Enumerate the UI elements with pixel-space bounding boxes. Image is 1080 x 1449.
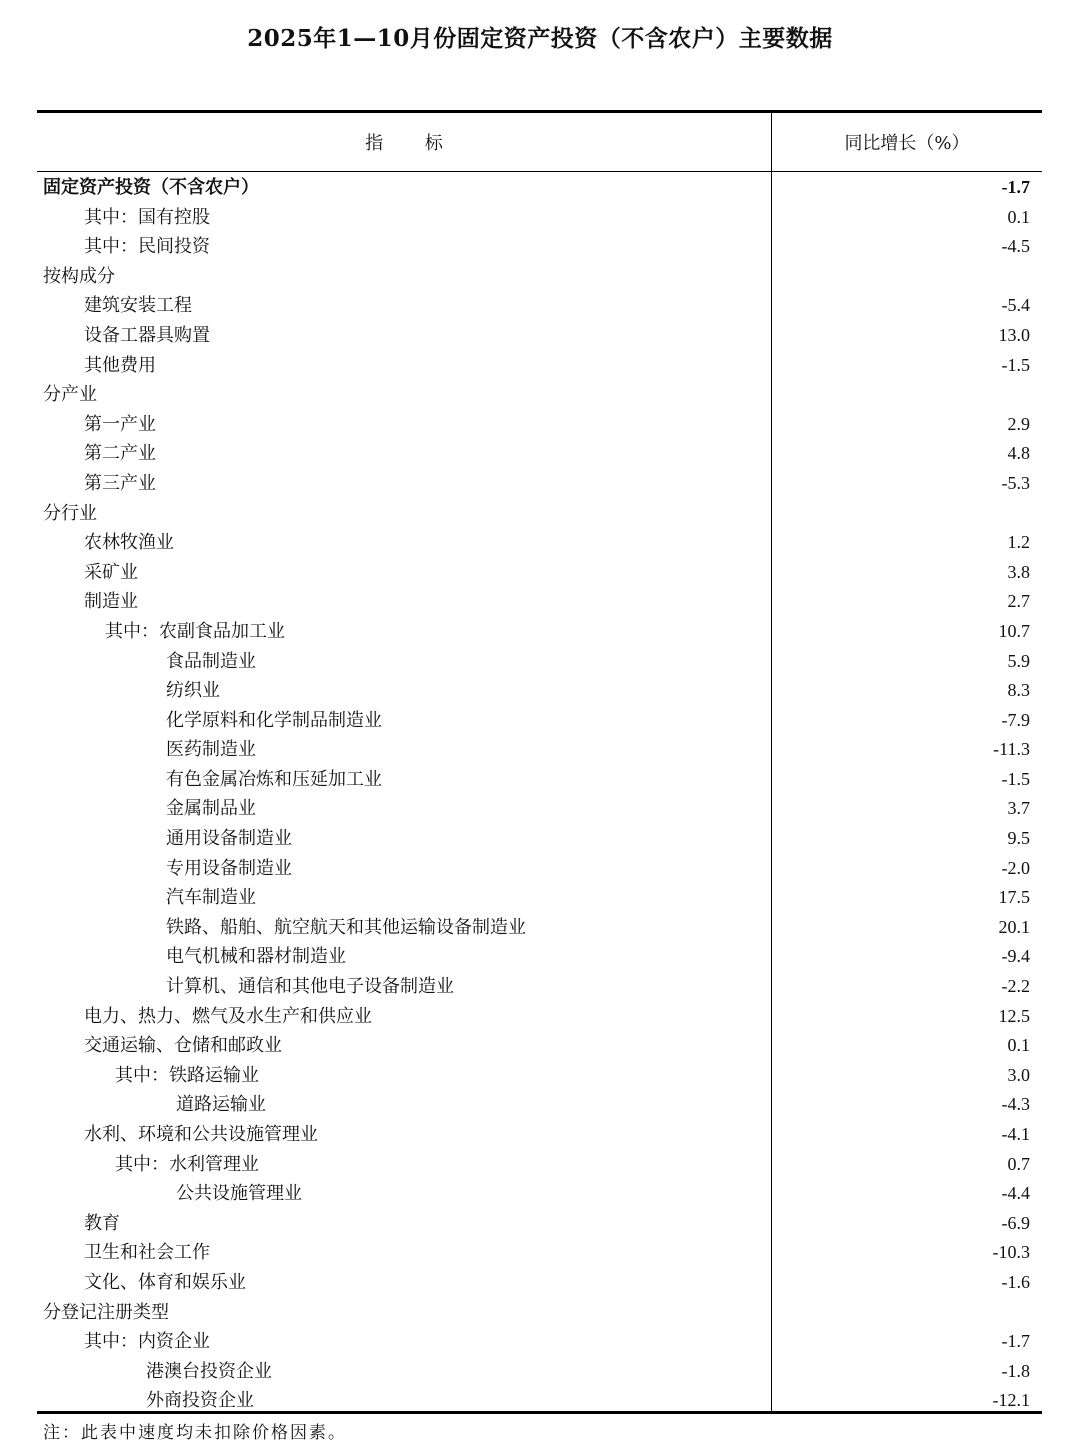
- row-value: -4.3: [1001, 1094, 1030, 1115]
- table-row: [37, 794, 1042, 824]
- row-label: 其中：农副食品加工业: [105, 620, 285, 642]
- table-row: [37, 1327, 1042, 1357]
- row-label: 分行业: [43, 502, 97, 524]
- row-label: 外商投资企业: [146, 1390, 254, 1412]
- table-row: [37, 942, 1042, 972]
- table-row: [37, 499, 1042, 529]
- table-row: [37, 617, 1042, 647]
- row-value: -2.2: [1001, 976, 1030, 997]
- table-row: [37, 1061, 1042, 1091]
- row-label: 道路运输业: [176, 1094, 266, 1116]
- row-label: 医药制造业: [166, 739, 256, 761]
- row-value: -4.1: [1001, 1124, 1030, 1144]
- row-value: -1.6: [1001, 1271, 1030, 1292]
- row-value: -1.7: [1001, 177, 1030, 197]
- row-label: 制造业: [84, 591, 138, 613]
- table-row: [37, 1002, 1042, 1032]
- row-label: 港澳台投资企业: [146, 1360, 272, 1382]
- row-value: -1.8: [1001, 1360, 1030, 1381]
- row-label: 纺织业: [166, 680, 220, 702]
- row-label: 通用设备制造业: [166, 828, 292, 850]
- row-value: -6.9: [1001, 1212, 1030, 1233]
- table-row: [37, 854, 1042, 884]
- row-value: 3.0: [1007, 1064, 1030, 1085]
- row-value: -1.5: [1001, 768, 1030, 789]
- table-row: [37, 706, 1042, 736]
- row-label: 卫生和社会工作: [84, 1242, 210, 1264]
- row-label: 公共设施管理业: [176, 1183, 302, 1205]
- table-row: [37, 676, 1042, 706]
- row-value: 3.7: [1007, 798, 1030, 819]
- row-value: 20.1: [998, 916, 1030, 937]
- row-label: 铁路、船舶、航空航天和其他运输设备制造业: [166, 916, 526, 938]
- row-value: 1.2: [1007, 532, 1030, 553]
- row-label: 其中：国有控股: [84, 206, 210, 228]
- row-value: 2.7: [1007, 591, 1030, 612]
- table-row: [37, 528, 1042, 558]
- row-value: 0.1: [1007, 1035, 1030, 1056]
- row-value: -1.7: [1001, 1331, 1030, 1352]
- row-label: 金属制品业: [166, 798, 256, 820]
- row-value: -5.3: [1001, 472, 1030, 493]
- row-label: 专用设备制造业: [166, 857, 292, 879]
- header-growth: 同比增长（%）: [844, 133, 970, 154]
- table-row: [37, 824, 1042, 854]
- row-label: 分登记注册类型: [43, 1301, 169, 1323]
- row-value: 4.8: [1007, 443, 1030, 464]
- row-value: -10.3: [992, 1242, 1030, 1263]
- row-label: 其中：水利管理业: [115, 1153, 259, 1175]
- row-label: 建筑安装工程: [84, 295, 192, 317]
- row-value: -9.4: [1001, 946, 1030, 967]
- row-label: 其他费用: [84, 354, 156, 376]
- row-value: 0.7: [1007, 1153, 1030, 1174]
- table-row: [37, 351, 1042, 381]
- table-row: [37, 262, 1042, 292]
- table-row: [37, 1298, 1042, 1328]
- row-value: 0.1: [1007, 206, 1030, 227]
- row-label: 有色金属冶炼和压延加工业: [166, 768, 382, 790]
- table-row: [37, 1120, 1042, 1150]
- table-row: [37, 883, 1042, 913]
- row-value: -4.5: [1001, 236, 1030, 257]
- row-label: 其中：内资企业: [84, 1331, 210, 1353]
- row-value: 10.7: [998, 620, 1030, 641]
- table-row: [37, 439, 1042, 469]
- table-row: [37, 232, 1042, 262]
- table-row: [37, 765, 1042, 795]
- table-row: [37, 173, 1042, 203]
- row-value: 9.5: [1007, 828, 1030, 849]
- row-value: -12.1: [992, 1390, 1030, 1411]
- document-title: 2025年1—10月份固定资产投资（不含农户）主要数据: [247, 25, 833, 52]
- row-label: 水利、环境和公共设施管理业: [84, 1124, 318, 1145]
- row-value: -11.3: [993, 739, 1030, 760]
- table-row: [37, 1268, 1042, 1298]
- row-label: 计算机、通信和其他电子设备制造业: [166, 976, 454, 998]
- row-value: 8.3: [1007, 680, 1030, 701]
- row-label: 化学原料和化学制品制造业: [166, 709, 382, 731]
- table-row: [37, 1238, 1042, 1268]
- data-table: [37, 110, 1042, 1414]
- table-row: [37, 469, 1042, 499]
- row-label: 电气机械和器材制造业: [166, 946, 346, 968]
- table-row: [37, 1090, 1042, 1120]
- table-row: [37, 587, 1042, 617]
- row-label: 农林牧渔业: [84, 532, 174, 554]
- row-label: 教育: [84, 1212, 120, 1234]
- row-value: 17.5: [998, 887, 1030, 908]
- row-label: 其中：民间投资: [84, 236, 210, 258]
- table-row: [37, 321, 1042, 351]
- table-row: [37, 1357, 1042, 1387]
- table-row: [37, 558, 1042, 588]
- row-value: -7.9: [1001, 709, 1030, 730]
- row-label: 汽车制造业: [166, 887, 256, 909]
- row-label: 分产业: [43, 384, 97, 406]
- table-row: [37, 735, 1042, 765]
- row-value: -5.4: [1001, 295, 1030, 316]
- row-label: 第三产业: [84, 472, 156, 494]
- row-value: 2.9: [1007, 413, 1030, 434]
- row-value: 13.0: [998, 324, 1030, 345]
- table-body: [37, 173, 1042, 1416]
- row-label: 第二产业: [84, 443, 156, 465]
- row-label: 固定资产投资（不含农户）: [43, 177, 259, 198]
- table-row: [37, 380, 1042, 410]
- table-row: [37, 291, 1042, 321]
- table-row: [37, 1179, 1042, 1209]
- row-label: 第一产业: [84, 413, 156, 435]
- table-row: [37, 1150, 1042, 1180]
- header-rule: [37, 171, 1042, 172]
- table-row: [37, 203, 1042, 233]
- row-value: 3.8: [1007, 561, 1030, 582]
- row-label: 设备工器具购置: [84, 324, 210, 346]
- row-label: 电力、热力、燃气及水生产和供应业: [84, 1005, 372, 1027]
- row-label: 食品制造业: [166, 650, 256, 672]
- table-row: [37, 1209, 1042, 1239]
- table-row: [37, 972, 1042, 1002]
- table-bottom-rule: [37, 1411, 1042, 1414]
- row-value: -2.0: [1001, 857, 1030, 878]
- header-indicator: 指 标: [365, 133, 461, 154]
- table-row: [37, 1031, 1042, 1061]
- row-label: 交通运输、仓储和邮政业: [84, 1035, 282, 1057]
- table-row: [37, 913, 1042, 943]
- row-value: -4.4: [1001, 1183, 1030, 1204]
- row-label: 采矿业: [84, 561, 138, 583]
- row-value: 12.5: [998, 1005, 1030, 1026]
- row-label: 其中：铁路运输业: [115, 1064, 259, 1086]
- row-label: 文化、体育和娱乐业: [84, 1271, 246, 1293]
- row-value: -1.5: [1001, 354, 1030, 375]
- row-value: 5.9: [1007, 650, 1030, 671]
- footnote: 注：此表中速度均未扣除价格因素。: [43, 1423, 347, 1443]
- table-row: [37, 647, 1042, 677]
- row-label: 按构成分: [43, 265, 115, 287]
- table-row: [37, 410, 1042, 440]
